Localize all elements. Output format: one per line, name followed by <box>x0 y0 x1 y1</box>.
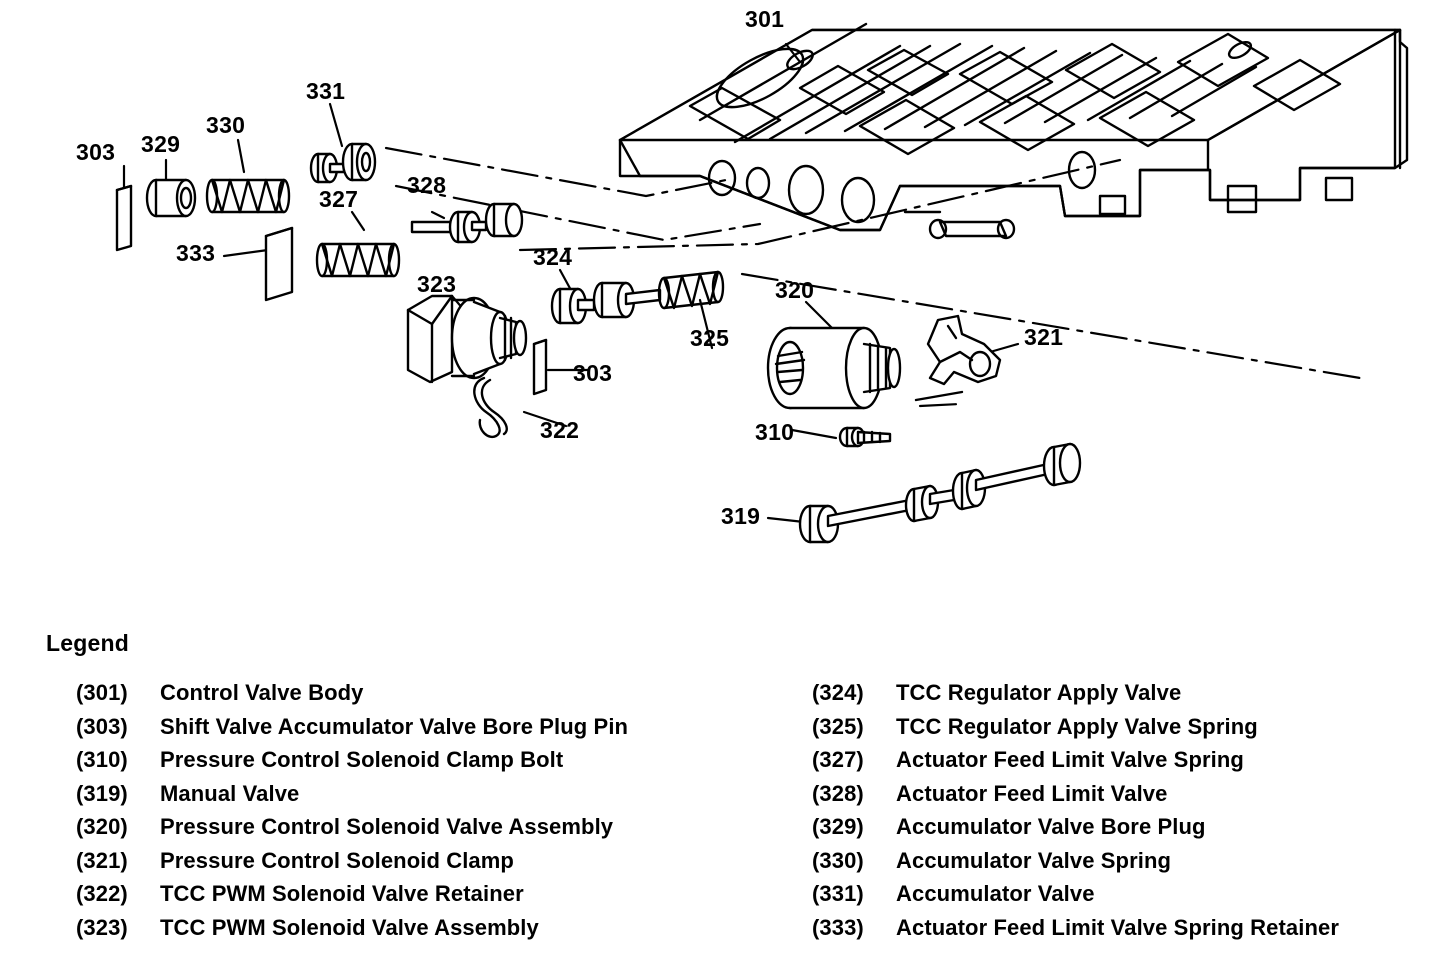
control-valve-body-part <box>620 24 1407 238</box>
callout-327: 327 <box>319 186 359 212</box>
legend-column-left <box>76 680 776 948</box>
pressure-control-solenoid-clamp-bolt-310 <box>840 428 890 446</box>
legend-item-label: Pressure Control Solenoid Valve Assembly <box>160 814 614 839</box>
tcc-regulator-apply-valve-spring-325 <box>659 272 723 308</box>
legend-item-number: (327) <box>812 747 864 772</box>
legend-item <box>812 915 1452 949</box>
legend-item <box>76 915 776 949</box>
legend-item-number: (320) <box>76 814 128 839</box>
callout-319: 319 <box>721 503 761 529</box>
tcc-pwm-solenoid-valve-retainer-322 <box>474 378 506 437</box>
legend-item <box>76 781 776 815</box>
legend-item-number: (301) <box>76 680 128 705</box>
legend-item-number: (303) <box>76 713 128 739</box>
actuator-feed-limit-valve-spring-327 <box>317 244 399 276</box>
callout-324: 324 <box>533 244 573 270</box>
legend-item-number: (328) <box>812 780 864 806</box>
legend-item-label: Accumulator Valve Spring <box>896 847 1172 873</box>
legend-item-label: Actuator Feed Limit Valve Spring <box>896 747 1244 772</box>
legend-item-number: (323) <box>76 914 128 940</box>
callout-321: 321 <box>1024 324 1064 350</box>
legend-item-label: TCC PWM Solenoid Valve Retainer <box>160 881 524 906</box>
legend-item-label: TCC Regulator Apply Valve Spring <box>896 713 1258 739</box>
legend-item <box>812 848 1452 882</box>
legend-item <box>812 781 1452 815</box>
legend-item-label: Shift Valve Accumulator Valve Bore Plug Pin <box>160 713 629 739</box>
callout-331: 331 <box>306 78 346 104</box>
legend-item <box>812 881 1452 915</box>
callout-303-left: 303 <box>76 139 116 165</box>
callout-325: 325 <box>690 325 730 351</box>
callout-333: 333 <box>176 240 216 266</box>
legend-item <box>76 747 776 781</box>
actuator-feed-limit-valve-328 <box>412 204 522 242</box>
legend-item-label: TCC PWM Solenoid Valve Assembly <box>160 914 539 940</box>
callout-330: 330 <box>206 112 246 138</box>
legend-item-number: (310) <box>76 747 128 772</box>
accumulator-valve-bore-plug-329 <box>147 180 195 216</box>
callout-323: 323 <box>417 271 457 297</box>
callout-320: 320 <box>775 277 815 303</box>
pressure-control-solenoid-clamp-321 <box>916 316 1000 400</box>
legend-item <box>76 848 776 882</box>
tcc-pwm-solenoid-valve-assembly-323 <box>408 296 526 382</box>
retainer-333 <box>266 228 292 300</box>
legend-item-label: Actuator Feed Limit Valve Spring Retainer <box>896 914 1339 940</box>
legend-item-label: Accumulator Valve Bore Plug <box>896 814 1206 839</box>
callout-329: 329 <box>141 131 181 157</box>
legend-item <box>76 814 776 848</box>
callout-310: 310 <box>755 419 795 445</box>
legend-item-number: (325) <box>812 713 864 739</box>
legend-item-label: TCC Regulator Apply Valve <box>896 680 1182 705</box>
legend-item-label: Actuator Feed Limit Valve <box>896 780 1168 806</box>
legend-item-number: (322) <box>76 881 128 906</box>
legend-column-right <box>812 680 1452 948</box>
legend-item-label: Manual Valve <box>160 780 300 806</box>
legend-item-label: Pressure Control Solenoid Clamp Bolt <box>160 747 564 772</box>
accumulator-valve-331 <box>311 144 375 182</box>
legend-item-number: (321) <box>76 847 128 873</box>
legend-item <box>76 680 776 714</box>
accumulator-valve-spring-330 <box>207 180 289 212</box>
legend-item-number: (333) <box>812 914 864 940</box>
pin-303-center <box>534 340 546 394</box>
pressure-control-solenoid-valve-assembly-320 <box>768 328 900 408</box>
legend-item-number: (329) <box>812 814 864 839</box>
pin-303-left <box>117 186 131 250</box>
callout-322: 322 <box>540 417 580 443</box>
legend-item-label: Control Valve Body <box>160 680 364 705</box>
legend-item-number: (331) <box>812 881 864 906</box>
callout-303-center: 303 <box>573 360 613 386</box>
legend-item <box>812 680 1452 714</box>
legend-item-number: (330) <box>812 847 864 873</box>
legend-item-number: (324) <box>812 680 864 705</box>
legend-item <box>812 714 1452 748</box>
legend <box>0 620 1456 962</box>
legend-item <box>812 814 1452 848</box>
legend-item <box>76 714 776 748</box>
legend-title: Legend <box>46 630 129 656</box>
tcc-regulator-apply-valve-324 <box>552 283 660 323</box>
callout-328: 328 <box>407 172 447 198</box>
legend-item-number: (319) <box>76 780 128 806</box>
legend-item <box>812 747 1452 781</box>
legend-item-label: Accumulator Valve <box>896 881 1095 906</box>
manual-valve-319 <box>800 444 1080 542</box>
legend-item-label: Pressure Control Solenoid Clamp <box>160 847 514 873</box>
callout-301: 301 <box>745 6 785 32</box>
legend-item <box>76 881 776 915</box>
